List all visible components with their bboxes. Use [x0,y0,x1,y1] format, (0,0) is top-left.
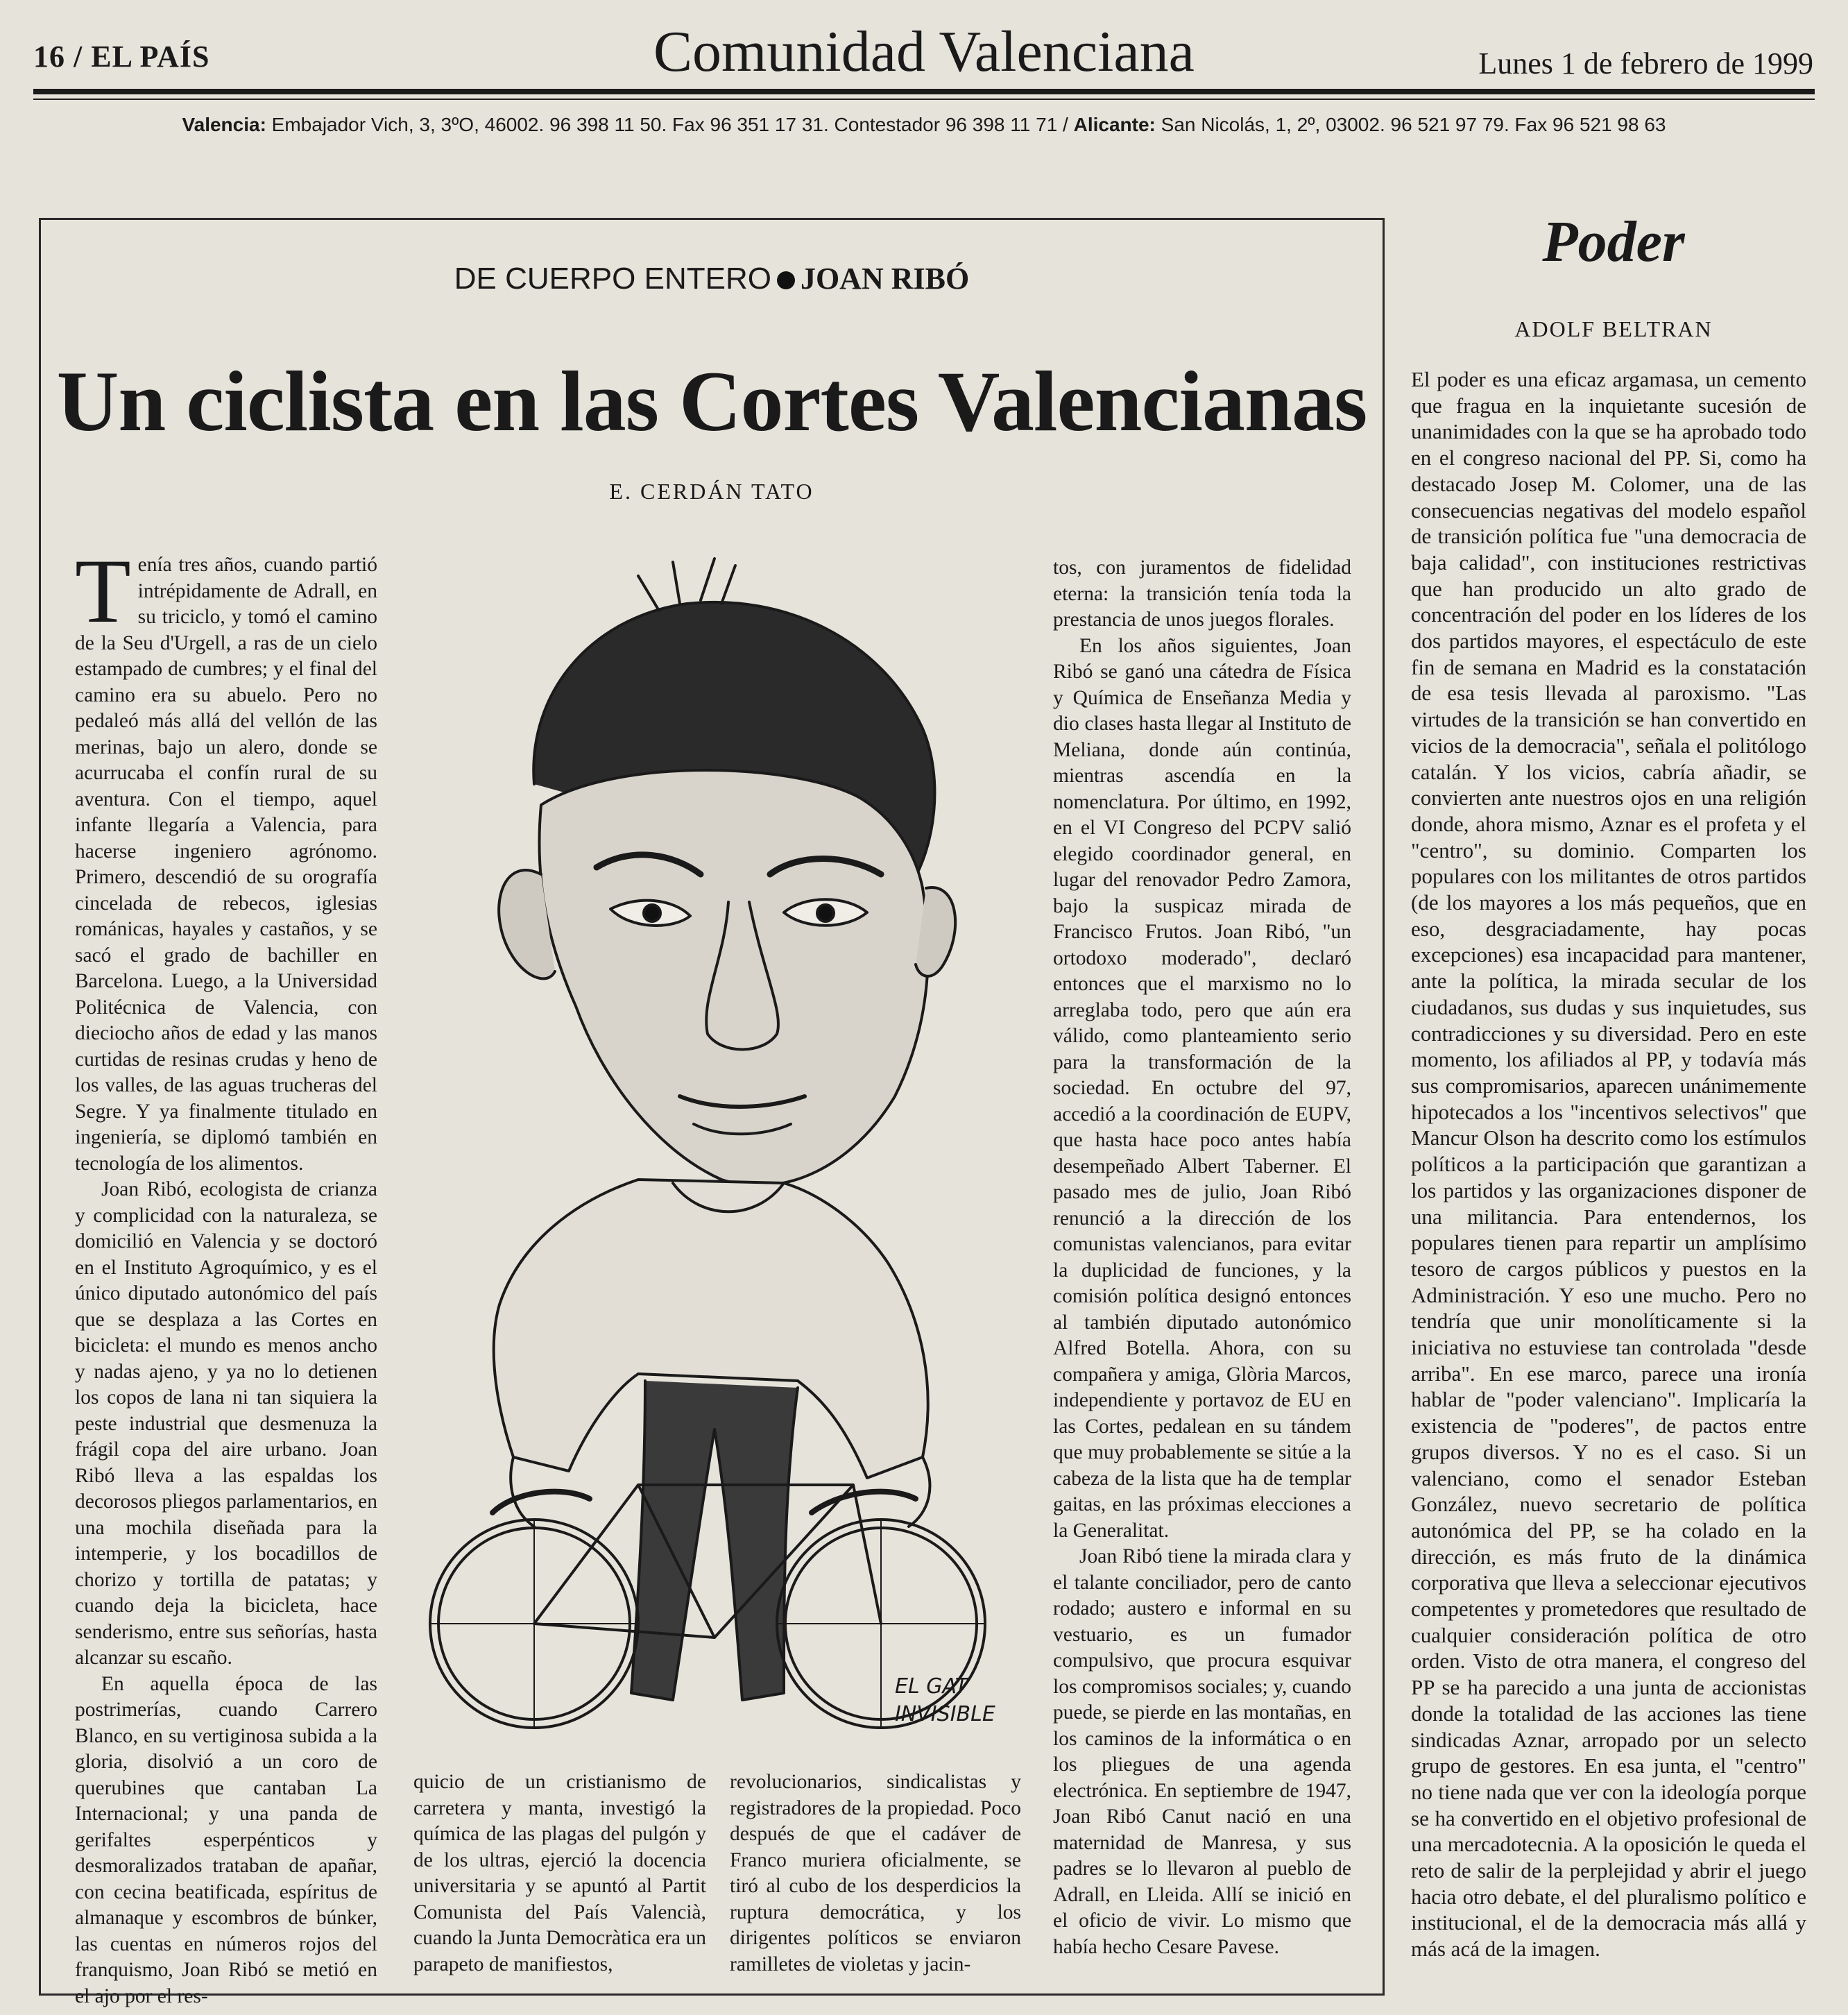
opinion-column [1411,366,1806,1962]
alicante-label: Alicante: [1073,114,1156,135]
illustrator-signature-2: INVISIBLE [895,1702,995,1726]
valencia-address: Embajador Vich, 3, 3ºO, 46002. 96 398 11 50. Fax 96 351 17 31. Contestador 96 398 11 71 / [271,114,1068,135]
article-byline: E. CERDÁN TATO [609,479,814,504]
bullet-icon [777,271,795,289]
caricature-illustration [409,555,1034,1749]
article-paragraph: quicio de un cristianismo de carretera y manta, investigó la química de las plagas del pulgón y de los ultras, ejerció la docencia universitaria y se apuntó al Partit Comunista del País Valencià, cuando la Junta Democràtica era un parapeto de manifiestos, [413,1771,706,1975]
opinion-text: El poder es una eficaz argamasa, un cemento que fragua en la inquietante sucesión de unanimidades con la que se ha aprobado todo en el congreso nacional del PP. Si, como ha destacado Josep M. Colomer, una de las consecuencias negativas del modelo español de transición política fue "una democracia de baja calidad", con instituciones restrictivas que han producido un alto grado de concentración del poder en los líderes de los dos partidos mayores, el espectáculo de este fin de semana en Madrid es la constatación de esa tesis llevada al paroxismo. "Las virtudes de la transición se han convertido en vicios de la democracia", señala el politólogo catalán. Y los vicios, cabría añadir, se convierten ante nuestros ojos en una religión donde, ahora mismo, Aznar es el profeta y el "centro", su dominio. Comparten los populares con los militantes de otros partidos (de los mayores a los más pequeños, que en eso, desgraciadamente, hay pocas excepciones) esa incapacidad para mantener, ante la política, la mirada secular de los ciudadanos, sus dudas y sus inquietudes, sus contradicciones y su diversidad. Pero en este momento, los afiliados al PP, y todavía más sus compromisarios, aparecen unánimemente hipotecados a los "incentivos selectivos" que Mancur Olson ha descrito como los estímulos políticos a la participación que garantizan a los partidos y las organizaciones disponer de una militancia. Para entendernos, los populares tienen para repartir un amplísimo tesoro de cargos públicos y puestos en la Administración. Y eso une mucho. Pero no tendría que unir monolíticamente si la iniciativa no estuviese tan controlada "desde arriba". En ese marco, parece una ironía hablar de "poder valenciano". Implicaría la existencia de "poderes", de pactos entre grupos diversos. Y no es el caso. Si un valenciano, como el senador Esteban González, nuevo secretario de política autonómica del PP, se ha colado en la dirección, es más fruto de la dinámica corporativa que lleva a seleccionar ejecutivos competentes y prometedores que resultado de cualquier consideración política de otro orden. Visto de otra manera, el congreso del PP se ha parecido a una junta de accionistas donde la totalidad de las acciones las tiene sindicadas Aznar, arropado por un selecto grupo de gestores. En esa junta, el "centro" no tiene nada que ver con la ideología porque se ha convertido en el objetivo profesional de una mercadotecnia. A la oposición le queda el reto de salir de la perplejidad y abrir el juego hacia otro debate, el del pluralismo político e institucional, el de la democracia más allá y más acá de la imagen. [1411,367,1806,1962]
article-column-3 [730,1769,1021,1978]
masthead-rule-thin [33,99,1815,100]
article-column-1 [75,540,377,2009]
article-kicker [39,261,1385,296]
article-paragraph: Joan Ribó, ecologista de crianza y complicidad con la naturaleza, se domicilió en Valencia y se doctoró en el Instituto Agroquímico, y es el único diputado autonómico del país que se desplaza a las Cortes en bicicleta: el mundo es menos ancho y nadas ajeno, y ya no lo detienen los copos de lana ni tan siquiera la peste industrial que desmenuza la frágil copa del aire urbano. Joan Ribó lleva a las espaldas los decorosos pliegos parlamentarios, en una mochila diseñada para la intemperie, y los bocadillos de chorizo y tortilla de patatas; y cuando deja la bicicleta, hace senderismo, entre sus señorías, hasta alcanzar su escaño. [75,1178,377,1669]
article-column-4 [1053,555,1351,1960]
article-column-2 [413,1769,706,1978]
section-title: Comunidad Valenciana [653,19,1195,84]
opinion-byline: ADOLF BELTRAN [1514,316,1713,341]
article-paragraph: En aquella época de las postrimerías, cuando Carrero Blanco, en su vertiginosa subida a la gloria, disolvió a un coro de querubines que cantaban La Internacional; y una panda de gerifaltes esperpénticos y desmoralizados trataban de apañar, con cecina beatificada, espíritus de almanaque y escombros de búnker, las cuentas en números rojos del franquismo, Joan Ribó se metió en el ajo por el res- [75,1672,377,2007]
article-headline: Un ciclista en las Cortes Valencianas [56,354,1367,449]
article-paragraph: tos, con juramentos de fidelidad eterna: la transición tenía toda la prestancia de unos juegos florales. [1053,556,1351,631]
kicker-name: JOAN RIBÓ [800,262,970,296]
opinion-title: Poder [1542,210,1685,274]
illustrator-signature-1: EL GAT [895,1674,968,1699]
drop-cap: T [75,540,131,642]
masthead-rule-thick [33,89,1815,94]
paragraph-text: enía tres años, cuando partió intrépidamente de Adrall, en su triciclo, y tomó el camino de la Seu d'Urgell, a ras de un cielo estampado de cumbres; y el final del camino era su abuelo. Pero no pedaleó más allá del vellón de las merinas, bajo un alero, donde se acurrucaba el confín rural de su aventura. Con el tiempo, aquel infante llegaría a Valencia, para hacerse ingeniero agrónomo. Primero, descendió de su orografía cincelada de rebecos, iglesias románicas, hayales y castaños, y se sacó el grado de bachiller en Barcelona. Luego, a la Universidad Politécnica de Valencia, con dieciocho años de edad y las manos curtidas de resinas crudas y heno de los valles, de las aguas trucheras del Segre. Y ya finalmente titulado en ingeniería, se diplomó también en tecnología de los alimentos. [75,554,377,1175]
issue-date: Lunes 1 de febrero de 1999 [1478,46,1813,80]
article-paragraph [75,540,377,1177]
contact-address-line [33,114,1815,136]
article-paragraph: Joan Ribó tiene la mirada clara y el talante conciliador, pero de canto rodado; austero e informal en su vestuario, es un fumador compulsivo, que procura esquivar los compromisos sociales; y, cuando puede, se pierde en las montañas, en los caminos de la informática o en los pliegues de una agenda electrónica. En septiembre de 1947, Joan Ribó Canut nació en una maternidad de Manresa, y sus padres se lo llevaron al pueblo de Adrall, en Lleida. Allí se inició en el oficio de vivir. Lo mismo que había hecho Cesare Pavese. [1053,1545,1351,1958]
kicker-label: DE CUERPO ENTERO [454,262,771,296]
article-paragraph: En los años siguientes, Joan Ribó se ganó una cátedra de Física y Química de Enseñanza Media y dio clases hasta llegar al Instituto de Meliana, donde aún continúa, mientras ascendía en la nomenclatura. Por último, en 1992, en el VI Congreso del PCPV salió elegido coordinador general, en lugar del renovador Pedro Zamora, bajo la suspicaz mirada de Francisco Frutos. Joan Ribó, "un ortodoxo moderado", declaró entonces que el marxismo no lo arreglaba todo, pero que aún era válido, como planteamiento serio para la transformación de la sociedad. En octubre del 97, accedió a la coordinación de EUPV, que hasta hace poco antes había desempeñado Albert Taberner. El pasado mes de julio, Joan Ribó renunció a la dirección de los comunistas valencianos, para evitar la duplicidad de funciones, y la comisión política designó entonces al también diputado autonómico Alfred Botella. Ahora, con su compañera y amiga, Glòria Marcos, independiente y portavoz de EU en las Cortes, pedalean en su tándem que muy probablemente se sitúe a la cabeza de la lista que ha de templar gaitas, en las próximas elecciones a la Generalitat. [1053,634,1351,1542]
valencia-label: Valencia: [182,114,266,135]
alicante-address: San Nicolás, 1, 2º, 03002. 96 521 97 79. Fax 96 521 98 63 [1161,114,1666,135]
article-paragraph: revolucionarios, sindicalistas y registradores de la propiedad. Poco después de que el cadáver de Franco muriera oficialmente, se tiró al cubo de los desperdicios la ruptura democrática, y los dirigentes políticos se enviaron ramilletes de violetas y jacin- [730,1771,1021,1975]
page-number: 16 / EL PAÍS [33,40,210,74]
